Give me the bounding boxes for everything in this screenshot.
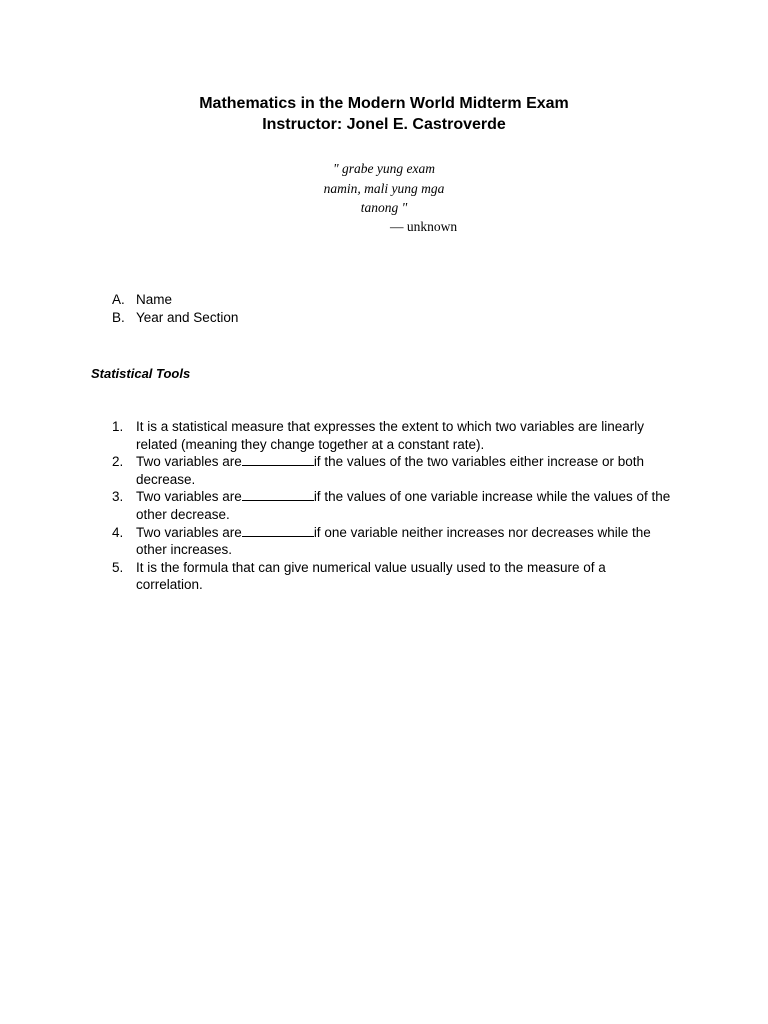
question-text-part: It is a statistical measure that expresses the extent to which two variables are linearly related (meaning they change together at a constant rate). [136, 419, 644, 452]
epigraph-line: " grabe yung exam [332, 161, 435, 176]
question-list [112, 418, 672, 594]
epigraph-line: namin, mali yung mga [323, 180, 445, 196]
question-item [112, 524, 672, 559]
question-text-part: if the values of one variable increase while the values of the other decrease. [136, 489, 671, 522]
question-text [136, 524, 672, 559]
answer-blank [242, 453, 314, 466]
question-number: 3. [112, 489, 124, 505]
instructor-line: Instructor: Jonel E. Castroverde [262, 116, 506, 133]
question-text [136, 559, 672, 594]
question-text-part: Two variables are [136, 454, 242, 470]
question-item [112, 559, 672, 594]
epigraph-attribution: — unknown [390, 219, 458, 234]
question-number: 2. [112, 454, 124, 470]
exam-header [0, 93, 768, 135]
student-info-label: Name [136, 292, 173, 307]
question-text-part: It is the formula that can give numerical value usually used to the measure of a correlation. [136, 559, 606, 593]
question-item [112, 453, 672, 488]
question-number: 5. [112, 559, 124, 575]
student-info-list [112, 291, 238, 327]
question-text-part: if one variable neither increases nor decreases while the other increases. [136, 524, 651, 558]
exam-title: Mathematics in the Modern World Midterm Exam [199, 95, 569, 112]
question-text [136, 453, 672, 488]
list-marker: B. [112, 310, 125, 325]
question-item [112, 488, 672, 523]
section-heading: Statistical Tools [91, 366, 191, 381]
answer-blank [242, 488, 314, 501]
question-number: 1. [112, 419, 124, 434]
student-info-item [112, 309, 238, 327]
student-info-item [112, 291, 238, 309]
question-text-part: Two variables are [136, 489, 242, 505]
question-item [112, 418, 672, 453]
epigraph-line: tanong " [360, 200, 408, 215]
question-text [136, 418, 672, 453]
question-text [136, 488, 672, 523]
list-marker: A. [112, 292, 125, 307]
epigraph [0, 159, 768, 234]
question-number: 4. [112, 524, 124, 540]
student-info-label: Year and Section [136, 310, 239, 325]
question-text-part: if the values of the two variables either increase or both decrease. [136, 454, 644, 487]
question-text-part: Two variables are [136, 524, 242, 540]
answer-blank [242, 524, 314, 537]
